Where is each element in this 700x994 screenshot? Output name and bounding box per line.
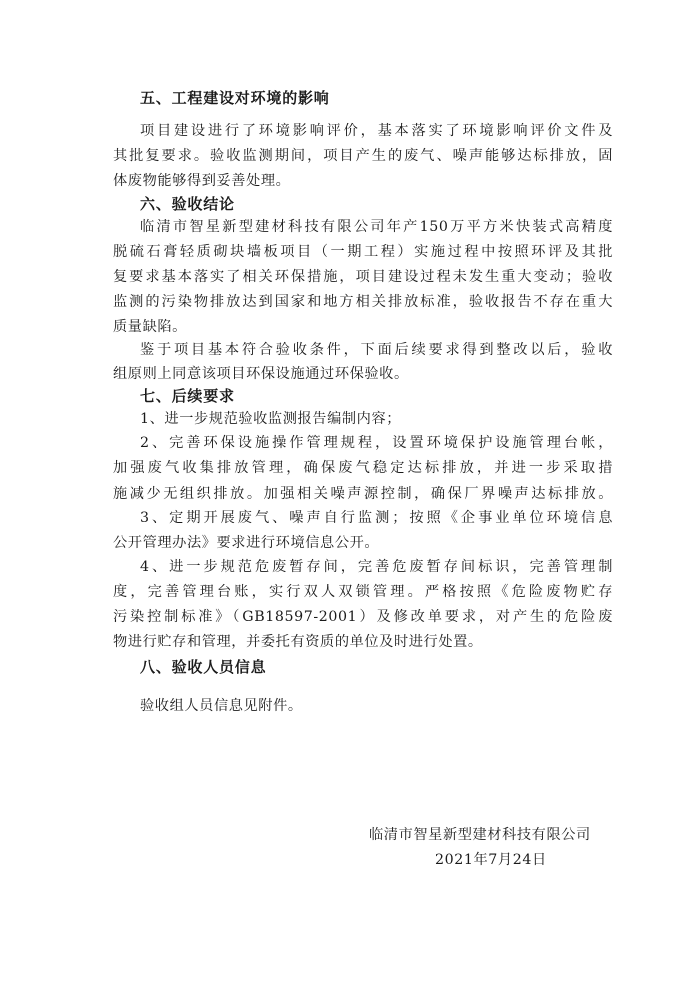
paragraph-line: 质量缺陷。: [113, 319, 187, 335]
paragraph-line: 施减少无组织排放。加强相关噪声源控制，确保厂界噪声达标排放。: [113, 486, 613, 502]
paragraph-line: 鉴于项目基本符合验收条件，下面后续要求得到整改以后，验收: [140, 342, 613, 358]
paragraph-line: 验收组人员信息见附件。: [140, 698, 303, 714]
paragraph-line: 临清市智星新型建材科技有限公司年产150万平方米快装式高精度: [140, 219, 613, 235]
paragraph-line: 加强废气收集排放管理，确保废气稳定达标排放，并进一步采取措: [113, 460, 613, 476]
list-item: 2、完善环保设施操作管理规程，设置环境保护设施管理台帐，: [140, 435, 613, 451]
section-8-heading: 八、验收人员信息: [140, 658, 267, 676]
list-item: 1、进一步规范验收监测报告编制内容；: [140, 411, 402, 427]
signature-company: 临清市智星新型建材科技有限公司: [369, 827, 591, 843]
paragraph-line: 组原则上同意该项目环保设施通过环保验收。: [113, 366, 409, 382]
section-7-heading: 七、后续要求: [140, 387, 235, 405]
section-5-heading: 五、工程建设对环境的影响: [140, 89, 330, 107]
paragraph-line: 复要求基本落实了相关环保措施，项目建设过程未发生重大变动；验收: [113, 269, 613, 285]
paragraph-line: 监测的污染物排放达到国家和地方相关排放标准，验收报告不存在重大: [113, 294, 613, 310]
list-item: 3、定期开展废气、噪声自行监测；按照《企事业单位环境信息: [140, 510, 613, 526]
paragraph-line: 项目建设进行了环境影响评价，基本落实了环境影响评价文件及: [140, 123, 613, 139]
section-6-heading: 六、验收结论: [140, 195, 235, 213]
signature-date: 2021年7月24日: [435, 852, 547, 868]
paragraph-line: 度，完善管理台账，实行双人双锁管理。严格按照《危险废物贮存: [113, 584, 613, 600]
paragraph-line: 脱硫石膏轻质砌块墙板项目（一期工程）实施过程中按照环评及其批: [113, 244, 613, 260]
paragraph-line: 公开管理办法》要求进行环境信息公开。: [113, 535, 380, 551]
list-item: 4、进一步规范危废暂存间，完善危废暂存间标识，完善管理制: [140, 559, 613, 575]
paragraph-line: 体废物能够得到妥善处理。: [113, 173, 291, 189]
paragraph-line: 其批复要求。验收监测期间，项目产生的废气、噪声能够达标排放，固: [113, 148, 613, 164]
paragraph-line: 物进行贮存和管理，并委托有资质的单位及时进行处置。: [113, 634, 483, 650]
paragraph-line: 污染控制标准》（GB18597-2001）及修改单要求，对产生的危险废: [113, 609, 613, 625]
